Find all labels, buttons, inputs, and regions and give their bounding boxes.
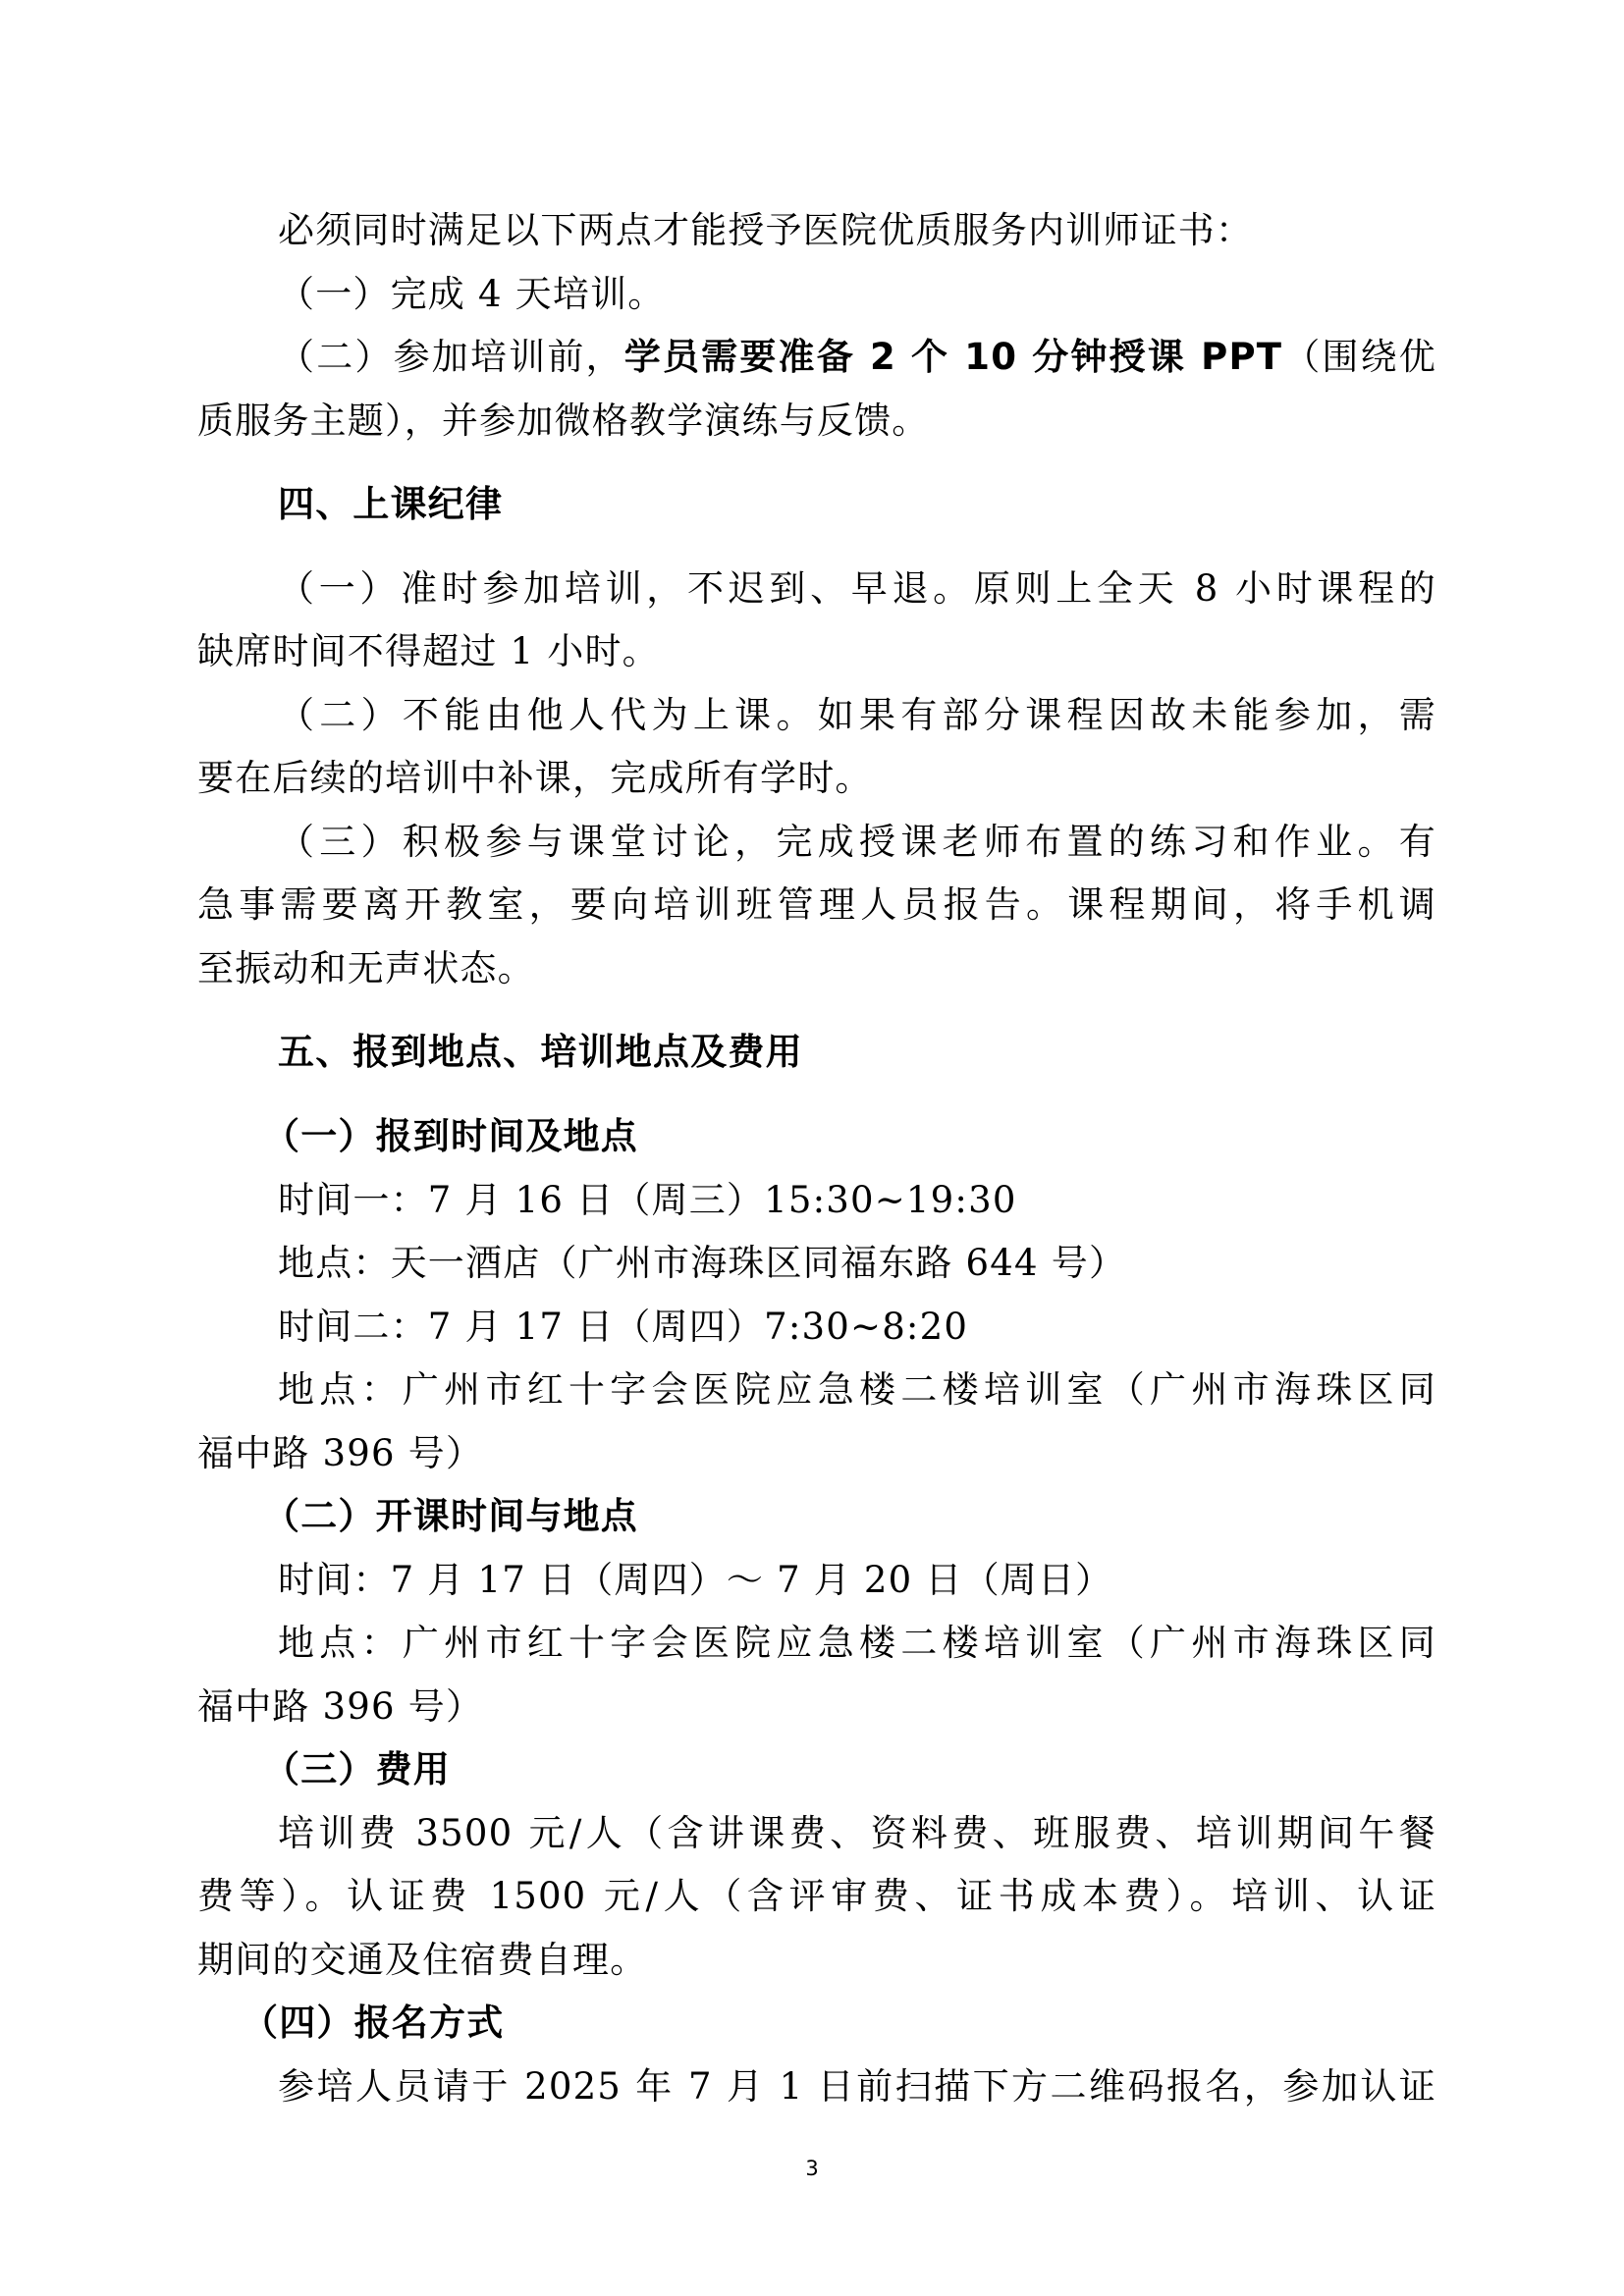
checkin-place-1: 地点：天一酒店（广州市海珠区同福东路 644 号） [278, 1242, 1127, 1284]
class-place-line2: 福中路 396 号） [197, 1685, 484, 1728]
class-time: 时间：7 月 17 日（周四）～ 7 月 20 日（周日） [278, 1559, 1113, 1601]
discipline-p3-line2: 急事需要离开教室，要向培训班管理人员报告。课程期间，将手机调 [197, 883, 1436, 926]
class-place-line1: 地点：广州市红十字会医院应急楼二楼培训室（广州市海珠区同 [278, 1622, 1436, 1664]
page-number: 3 [805, 2157, 819, 2180]
cert-item-1: （一）完成 4 天培训。 [278, 273, 666, 315]
fee-line2: 费等）。认证费 1500 元/人（含评审费、证书成本费）。培训、认证 [197, 1875, 1436, 1917]
discipline-p2-line1: （二）不能由他人代为上课。如果有部分课程因故未能参加，需 [278, 694, 1436, 736]
section-4-heading: 四、上课纪律 [278, 483, 504, 525]
checkin-place-2-line2: 福中路 396 号） [197, 1432, 484, 1474]
discipline-p1-line2: 缺席时间不得超过 1 小时。 [197, 630, 660, 672]
class-heading: （二）开课时间与地点 [263, 1495, 638, 1537]
discipline-p1-line1: （一）准时参加培训，不迟到、早退。原则上全天 8 小时课程的 [278, 567, 1436, 610]
signup-line1: 参培人员请于 2025 年 7 月 1 日前扫描下方二维码报名，参加认证 [278, 2065, 1436, 2108]
checkin-time-2: 时间二：7 月 17 日（周四）7:30~8:20 [278, 1306, 969, 1348]
discipline-p3-line1: （三）积极参与课堂讨论，完成授课老师布置的练习和作业。有 [278, 821, 1436, 863]
cert-item-2-emphasis: 学员需要准备 2 个 10 分钟授课 PPT [623, 336, 1283, 378]
checkin-heading: （一）报到时间及地点 [263, 1115, 638, 1157]
cert-intro: 必须同时满足以下两点才能授予医院优质服务内训师证书： [278, 209, 1254, 251]
discipline-p3-line3: 至振动和无声状态。 [197, 947, 535, 989]
checkin-time-1: 时间一：7 月 16 日（周三）15:30~19:30 [278, 1179, 1017, 1221]
cert-item-2-suffix: （围绕优 [1282, 336, 1436, 378]
cert-item-2-continuation: 质服务主题），并参加微格教学演练与反馈。 [197, 400, 930, 442]
discipline-p2-line2: 要在后续的培训中补课，完成所有学时。 [197, 757, 873, 799]
fee-heading: （三）费用 [263, 1748, 451, 1790]
fee-line1: 培训费 3500 元/人（含讲课费、资料费、班服费、培训期间午餐 [278, 1812, 1436, 1854]
cert-item-2-prefix: （二）参加培训前， [278, 336, 624, 378]
cert-item-2 [278, 332, 1436, 383]
section-5-heading: 五、报到地点、培训地点及费用 [278, 1031, 803, 1073]
signup-heading: （四）报名方式 [242, 2002, 505, 2044]
checkin-place-2-line1: 地点：广州市红十字会医院应急楼二楼培训室（广州市海珠区同 [278, 1368, 1436, 1411]
fee-line3: 期间的交通及住宿费自理。 [197, 1939, 648, 1981]
